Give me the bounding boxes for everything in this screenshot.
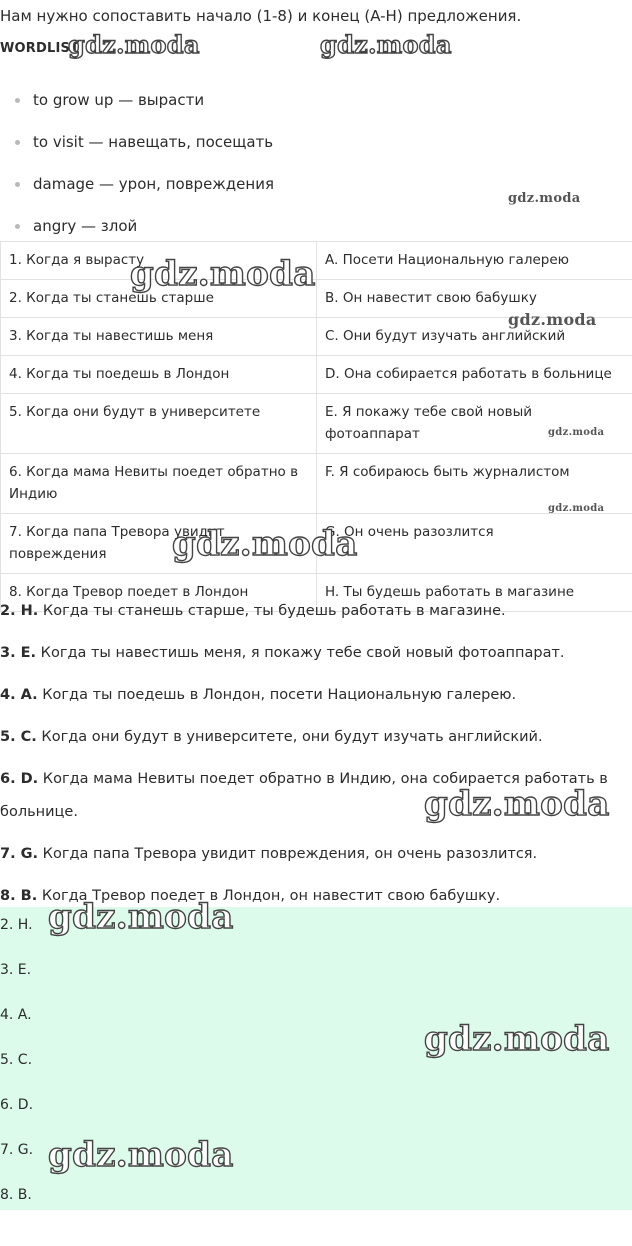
answers-section <box>0 595 632 922</box>
short-answers-box <box>0 907 632 1210</box>
table-row <box>1 394 632 454</box>
table-cell-ending: F. Я собираюсь быть журналистом <box>317 454 632 514</box>
wordlist-heading: WORDLIST <box>0 41 80 56</box>
wordlist-item <box>0 88 274 130</box>
answer-text: Когда Тревор поедет в Лондон, он навестит свою бабушку. <box>37 888 501 904</box>
table-row <box>1 514 632 574</box>
table-cell-beginning: 4. Когда ты поедешь в Лондон <box>1 356 317 394</box>
table-cell-beginning: 7. Когда папа Тревора увидит повреждения <box>1 514 317 574</box>
watermark-logo: gdz.moda <box>548 427 605 438</box>
table-row <box>1 356 632 394</box>
watermark-logo: gdz.moda <box>48 1135 234 1175</box>
table-cell-ending: A. Посети Национальную галерею <box>317 242 632 280</box>
answer-line <box>0 595 632 628</box>
table-row <box>1 454 632 514</box>
matching-table <box>0 241 632 612</box>
answer-line <box>0 637 632 670</box>
answer-key: 2. H. <box>0 603 39 619</box>
table-cell-ending: G. Он очень разозлится <box>317 514 632 574</box>
table-cell-beginning: 2. Когда ты станешь старше <box>1 280 317 318</box>
table-cell-ending: C. Они будут изучать английский <box>317 318 632 356</box>
table-cell-ending: H. Ты будешь работать в магазине <box>317 574 632 612</box>
answer-text: Когда ты поедешь в Лондон, посети Национальную галерею. <box>37 687 517 703</box>
answer-text: Когда они будут в университете, они будут изучать английский. <box>36 729 543 745</box>
table-cell-beginning: 1. Когда я вырасту <box>1 242 317 280</box>
table-cell-beginning: 5. Когда они будут в университете <box>1 394 317 454</box>
answer-text: Когда мама Невиты поедет обратно в Индию, она собирается работать в больнице. <box>0 771 608 820</box>
answer-key: 3. E. <box>0 645 37 661</box>
answer-key: 8. B. <box>0 888 38 904</box>
watermark-logo: gdz.moda <box>130 254 316 294</box>
answer-key: 4. A. <box>0 687 38 703</box>
watermark-logo: gdz.moda <box>548 503 605 514</box>
table-cell-ending: E. Я покажу тебе свой новый фотоаппарат <box>317 394 632 454</box>
watermark-logo: gdz.moda <box>48 897 234 937</box>
wordlist-item-text: damage — урон, повреждения <box>33 175 274 193</box>
wordlist-item <box>0 172 274 214</box>
short-answer: 4. A. <box>0 1007 32 1023</box>
answer-key: 6. D. <box>0 771 39 787</box>
answer-line <box>0 679 632 712</box>
wordlist-item-text: to visit — навещать, посещать <box>33 133 274 151</box>
answer-line <box>0 838 632 871</box>
answer-text: Когда ты навестишь меня, я покажу тебе свой новый фотоаппарат. <box>36 645 565 661</box>
answer-text: Когда папа Тревора увидит повреждения, он очень разозлится. <box>38 846 538 862</box>
short-answer: 7. G. <box>0 1142 34 1158</box>
table-row <box>1 280 632 318</box>
watermark-logo: gdz.moda <box>508 191 581 206</box>
watermark-logo: gdz.moda <box>68 30 200 59</box>
short-answer: 3. E. <box>0 962 32 978</box>
short-answer: 8. B. <box>0 1187 32 1203</box>
table-cell-beginning: 8. Когда Тревор поедет в Лондон <box>1 574 317 612</box>
watermark-logo: gdz.moda <box>424 1019 610 1059</box>
answer-line <box>0 763 632 829</box>
wordlist-item-text: to grow up — вырасти <box>33 91 205 109</box>
short-answer: 5. C. <box>0 1052 33 1068</box>
short-answer: 6. D. <box>0 1097 34 1113</box>
table-cell-ending: D. Она собирается работать в больнице <box>317 356 632 394</box>
answer-text: Когда ты станешь старше, ты будешь работать в магазине. <box>38 603 506 619</box>
short-answer: 2. H. <box>0 917 33 933</box>
bullet-icon <box>15 224 20 229</box>
table-row <box>1 318 632 356</box>
watermark-logo: gdz.moda <box>508 310 597 329</box>
answer-key: 5. C. <box>0 729 37 745</box>
bullet-icon <box>15 182 20 187</box>
wordlist-item-text: angry — злой <box>33 217 138 235</box>
table-cell-ending: B. Он навестит свою бабушку <box>317 280 632 318</box>
watermark-logo: gdz.moda <box>172 524 358 564</box>
table-cell-beginning: 6. Когда мама Невиты поедет обратно в Индию <box>1 454 317 514</box>
bullet-icon <box>15 140 20 145</box>
bullet-icon <box>15 98 20 103</box>
task-intro: Нам нужно сопоставить начало (1-8) и конец (A-H) предложения. <box>0 7 522 25</box>
table-cell-beginning: 3. Когда ты навестишь меня <box>1 318 317 356</box>
watermark-logo: gdz.moda <box>320 30 452 59</box>
wordlist-item <box>0 130 274 172</box>
watermark-logo: gdz.moda <box>424 784 610 824</box>
wordlist <box>0 88 274 256</box>
answer-line <box>0 721 632 754</box>
answer-key: 7. G. <box>0 846 39 862</box>
table-row <box>1 242 632 280</box>
